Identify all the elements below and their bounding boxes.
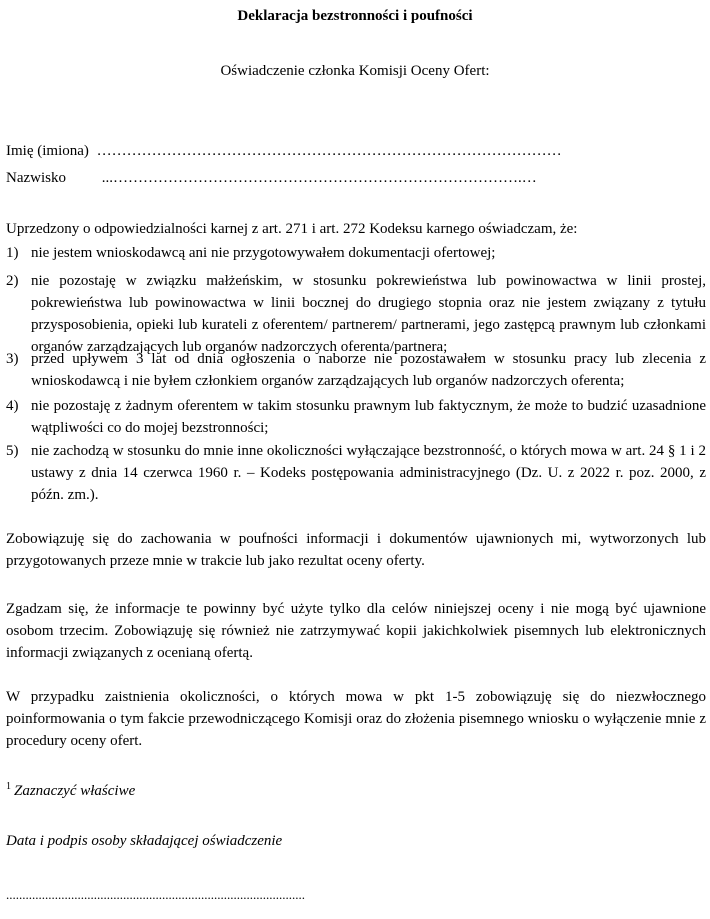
first-name-label: Imię (imiona): [6, 143, 89, 159]
first-name-fill-line: …………………………………………………………………………………: [96, 143, 562, 159]
notification-paragraph: W przypadku zaistnienia okoliczności, o których mowa w pkt 1-5 zobowiązuję się do niezwłocznego poinformowania o tym fakcie przewodniczącego Komisji oraz do złożenia pisemnego wniosku o wyłączenie mnie z procedury oceny ofert.: [6, 689, 706, 749]
footnote-text: Zaznaczyć właściwe: [14, 783, 136, 799]
document-subtitle: Oświadczenie członka Komisji Oceny Ofert:: [220, 63, 490, 79]
list-item: [6, 395, 706, 439]
list-item-number: 2): [6, 273, 19, 289]
footnote-mark: 1: [6, 781, 11, 792]
intro-statement: Uprzedzony o odpowiedzialności karnej z art. 271 i art. 272 Kodeksu karnego oświadczam, że:: [6, 221, 578, 237]
list-item-text: przed upływem 3 lat od dnia ogłoszenia o naborze nie pozostawałem w stosunku pracy lub zlecenia z wnioskodawcą i nie byłem członkiem organów zarządzających lub organów nadzorczych oferenta;: [31, 351, 706, 389]
last-name-label: Nazwisko: [6, 170, 66, 186]
signature-line: ............................................................................................: [6, 887, 305, 902]
signature-label: Data i podpis osoby składającej oświadczenie: [6, 833, 283, 849]
list-item-number: 3): [6, 351, 19, 367]
list-item: [6, 348, 706, 392]
list-item-number: 1): [6, 245, 19, 261]
list-item-number: 5): [6, 443, 19, 459]
consent-paragraph: Zgadzam się, że informacje te powinny być użyte tylko dla celów niniejszej oceny i nie mogą być ujawnione osobom trzecim. Zobowiązuję się również nie zatrzymywać kopii jakichkolwiek pisemnych lub elektronicznych informacji związanych z ocenianą ofertą.: [6, 601, 706, 661]
last-name-field: [6, 167, 537, 189]
footnote: [6, 776, 135, 802]
list-item-number: 4): [6, 398, 19, 414]
list-item-text: nie pozostaję z żadnym oferentem w takim stosunku prawnym lub faktycznym, że może to budzić uzasadnione wątpliwości co do mojej bezstronności;: [31, 398, 706, 436]
document-title: Deklaracja bezstronności i poufności: [237, 8, 473, 24]
list-item: [6, 270, 706, 358]
list-item-text: nie pozostaję w związku małżeńskim, w stosunku pokrewieństwa lub powinowactwa w linii prostej, pokrewieństwa lub powinowactwa w linii bocznej do drugiego stopnia oraz nie jestem związany z tytułu przysposobienia, opieki lub kurateli z oferentem/ partnerem/ partnerami, jego zastępcą prawnym lub członkami organów zarządzających lub organów nadzorczych oferenta/partnera;: [31, 273, 706, 355]
list-item-text: nie zachodzą w stosunku do mnie inne okoliczności wyłączające bezstronność, o których mowa w art. 24 § 1 i 2 ustawy z dnia 14 czerwca 1960 r. – Kodeks postępowania administracyjnego (Dz. U. z 2022 r. poz. 2000, z późn. zm.).: [31, 443, 706, 503]
confidentiality-paragraph: Zobowiązuję się do zachowania w poufności informacji i dokumentów ujawnionych mi, wytworzonych lub przygotowanych przeze mnie w trakcie lub jako rezultat oceny oferty.: [6, 531, 706, 569]
list-item: [6, 242, 706, 264]
list-item-text: nie jestem wnioskodawcą ani nie przygotowywałem dokumentacji ofertowej;: [31, 245, 496, 261]
first-name-field: [6, 140, 562, 162]
last-name-fill-line: ...……………………………………………………………………….…: [101, 170, 537, 186]
list-item: [6, 440, 706, 506]
